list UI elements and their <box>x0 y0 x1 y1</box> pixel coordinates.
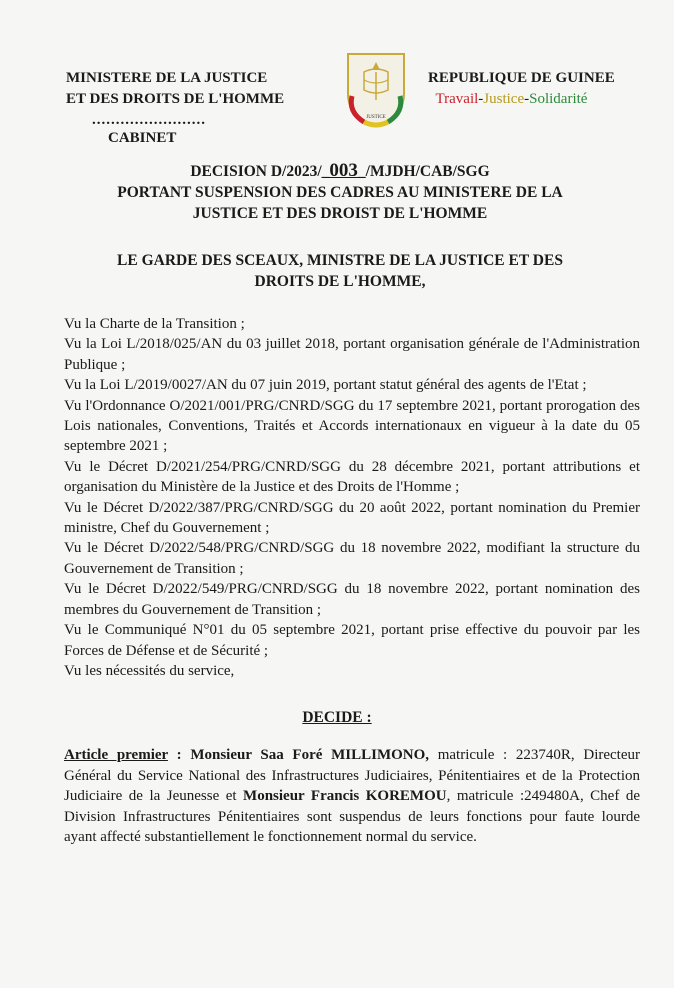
cabinet-label: CABINET <box>108 130 177 146</box>
consideration-item: Vu le Communiqué N°01 du 05 septembre 2021, portant prise effective du pouvoir par les Forces de Défense et de Sécurité ; <box>64 622 640 659</box>
minister-line-2: DROITS DE L'HOMME, <box>254 273 426 290</box>
consideration-item: Vu la Loi L/2018/025/AN du 03 juillet 2018, portant organisation générale de l'Administration Publique ; <box>64 336 640 373</box>
motto-justice: Justice <box>483 91 525 107</box>
decision-subject-line-2: JUSTICE ET DES DROIST DE L'HOMME <box>192 205 488 222</box>
decision-title <box>40 160 640 224</box>
minister-line-1: LE GARDE DES SCEAUX, MINISTRE DE LA JUSTICE ET DES <box>117 252 563 269</box>
minister-title <box>40 250 640 292</box>
guinea-coat-of-arms-icon <box>334 50 418 132</box>
republic-heading <box>428 68 648 110</box>
motto-separator: - <box>478 91 484 107</box>
decision-suffix: _/MJDH/CAB/SGG <box>357 163 490 180</box>
article-text-2: , matricule :249480A, Chef de Division Infrastructures Pénitentiaires sont suspendus de leurs fonctions pour faute lourde ayant affecté substantiellement le fonctionnement normal du service. <box>64 788 640 846</box>
decision-prefix: DECISION D/2023/_ <box>190 163 330 180</box>
article-separator: : <box>167 747 191 763</box>
consideration-item: Vu le Décret D/2022/548/PRG/CNRD/SGG du 18 novembre 2022, modifiant la structure du Gouvernement de Transition ; <box>64 540 640 577</box>
decide-heading: DECIDE : <box>302 709 372 726</box>
article-premier <box>64 745 640 848</box>
person-2-name: Monsieur Francis KOREMOU <box>243 788 447 805</box>
ministry-heading <box>66 68 326 110</box>
consideration-item: Vu le Décret D/2022/387/PRG/CNRD/SGG du 20 août 2022, portant nomination du Premier ministre, Chef du Gouvernement ; <box>64 499 640 537</box>
consideration-item: Vu les nécessités du service, <box>64 662 235 679</box>
dotted-separator: ........................ <box>92 112 206 128</box>
decision-reference <box>40 160 640 182</box>
consideration-item: Vu le Décret D/2022/549/PRG/CNRD/SGG du 18 novembre 2022, portant nomination des membres du Gouvernement de Transition ; <box>64 581 640 618</box>
consideration-item: Vu le Décret D/2021/254/PRG/CNRD/SGG du 28 décembre 2021, portant attributions et organisation du Ministère de la Justice et des Droits de l'Homme ; <box>64 458 640 496</box>
motto-travail: Travail <box>435 91 479 107</box>
motto-solidarite: Solidarité <box>529 91 588 107</box>
consideration-item: Vu la Charte de la Transition ; <box>64 316 245 332</box>
person-1-name: Monsieur Saa Foré MILLIMONO, <box>190 747 430 763</box>
consideration-item: Vu la Loi L/2019/0027/AN du 07 juin 2019, portant statut général des agents de l'Etat ; <box>64 377 587 394</box>
decision-number: 003 <box>329 160 358 181</box>
motto-separator: - <box>524 91 530 107</box>
considerations-list <box>64 314 640 681</box>
ministry-line-1: MINISTERE DE LA JUSTICE <box>66 70 268 86</box>
article-text-1: matricule : 223740R, Directeur Général du Service National des Infrastructures Judiciaires, Pénitentiaires et de la Protection Judiciaire de la Jeunesse et <box>64 747 640 805</box>
article-label: Article premier <box>64 747 168 763</box>
ministry-line-2: ET DES DROITS DE L'HOMME <box>66 91 285 107</box>
consideration-item: Vu l'Ordonnance O/2021/001/PRG/CNRD/SGG du 17 septembre 2021, portant prorogation des Lois nationales, Conventions, Traités et Accords internationaux en vigueur à la date du 05 septembre 2021 ; <box>64 397 640 455</box>
national-motto <box>428 89 648 110</box>
republic-name: REPUBLIQUE DE GUINEE <box>428 70 615 86</box>
decision-subject-line-1: PORTANT SUSPENSION DES CADRES AU MINISTERE DE LA <box>117 184 563 201</box>
seal-label: JUSTICE <box>366 115 386 120</box>
